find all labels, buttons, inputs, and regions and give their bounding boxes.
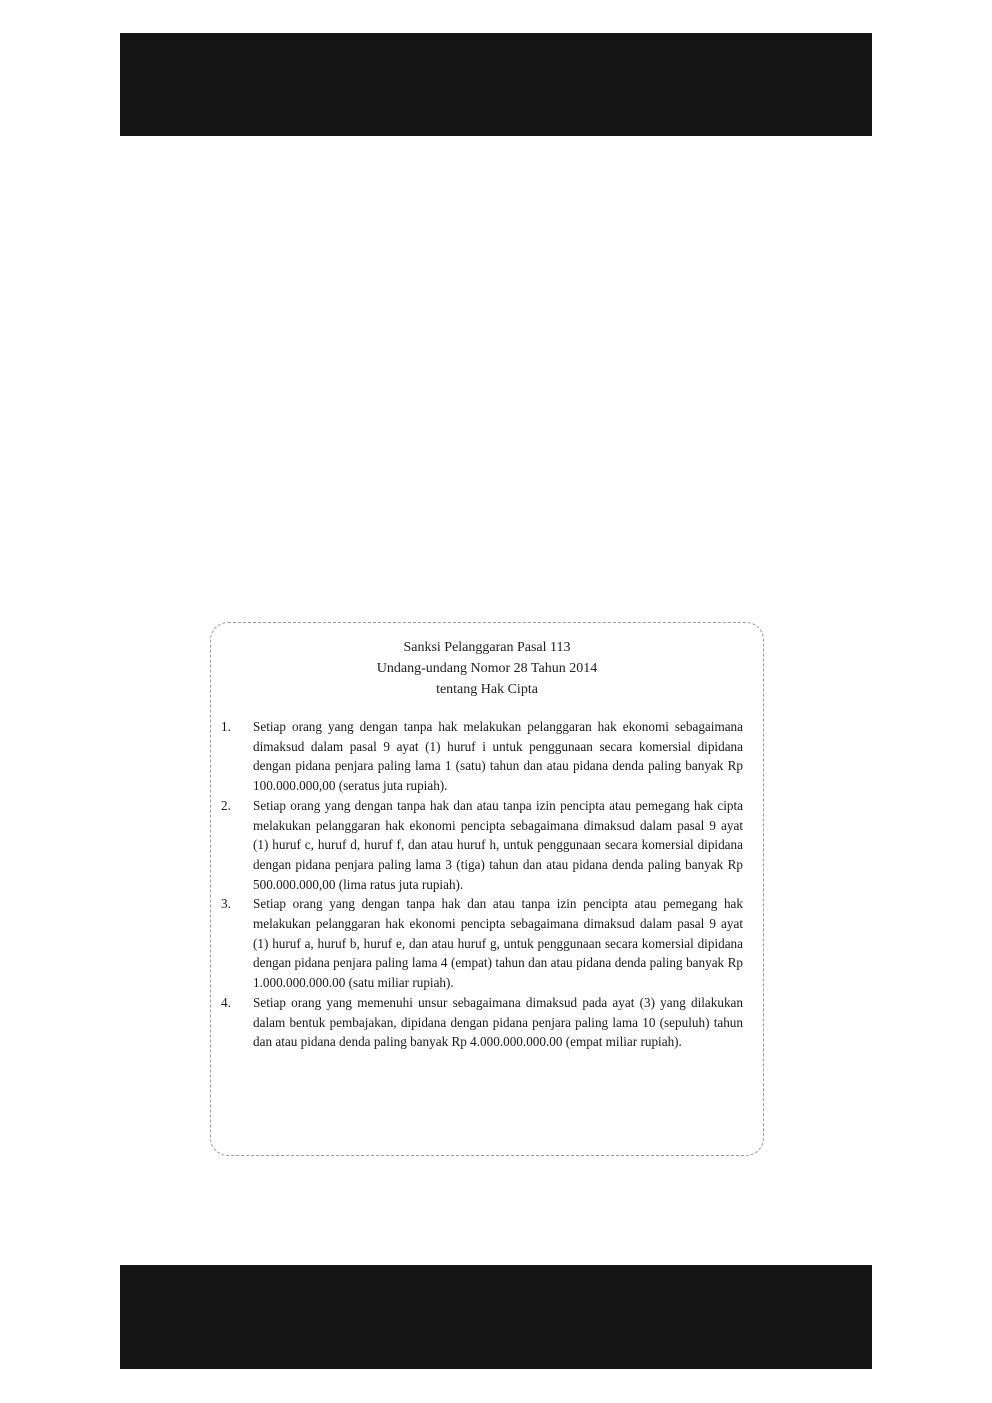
notice-title-line-2: Undang-undang Nomor 28 Tahun 2014 — [376, 661, 598, 676]
clause-number: 2. — [221, 797, 231, 813]
clause-item-4 — [221, 993, 743, 1052]
clause-text: Setiap orang yang dengan tanpa hak melakukan pelanggaran hak ekonomi sebagaimana dimaksud dalam pasal 9 ayat (1) huruf i untuk penggunaan secara komersial dipidana dengan pidana penjara paling lama 1 (satu) tahun dan atau pidana denda paling banyak Rp 100.000.000,00 (seratus juta rupiah). — [253, 719, 743, 794]
clause-text: Setiap orang yang dengan tanpa hak dan atau tanpa izin pencipta atau pemegang hak cipta melakukan pelanggaran hak ekonomi pencipta sebagaimana dimaksud dalam pasal 9 ayat (1) huruf c, huruf d, huruf f, dan atau huruf h, untuk penggunaan secara komersial dipidana dengan pidana penjara paling lama 3 (tiga) tahun dan atau pidana denda paling banyak Rp 500.000.000,00 (lima ratus juta rupiah). — [253, 797, 743, 892]
notice-title-line-3: tentang Hak Cipta — [436, 682, 538, 697]
clause-item-3 — [221, 894, 743, 993]
clause-list — [221, 717, 743, 1052]
notice-header — [211, 637, 763, 700]
bottom-black-bar — [120, 1265, 872, 1369]
clause-text: Setiap orang yang memenuhi unsur sebagaimana dimaksud pada ayat (3) yang dilakukan dalam bentuk pembajakan, dipidana dengan pidana penjara paling lama 10 (sepuluh) tahun dan atau pidana denda paling banyak Rp 4.000.000.000.00 (empat miliar rupiah). — [253, 994, 743, 1050]
clause-number: 4. — [221, 994, 231, 1010]
clause-text: Setiap orang yang dengan tanpa hak dan atau tanpa izin pencipta atau pemegang hak melakukan pelanggaran hak ekonomi pencipta sebagaimana dimaksud dalam pasal 9 ayat (1) huruf a, huruf b, huruf e, dan atau huruf g, untuk penggunaan secara komersial dipidana dengan pidana penjara paling lama 4 (empat) tahun dan atau pidana denda paling banyak Rp 1.000.000.000.00 (satu miliar rupiah). — [253, 896, 743, 991]
clause-item-2 — [221, 796, 743, 895]
clause-item-1 — [221, 717, 743, 796]
notice-title-line-1: Sanksi Pelanggaran Pasal 113 — [403, 640, 571, 655]
clause-number: 3. — [221, 896, 231, 912]
clause-number: 1. — [221, 719, 231, 734]
copyright-notice-box — [210, 622, 764, 1156]
top-black-bar — [120, 33, 872, 136]
